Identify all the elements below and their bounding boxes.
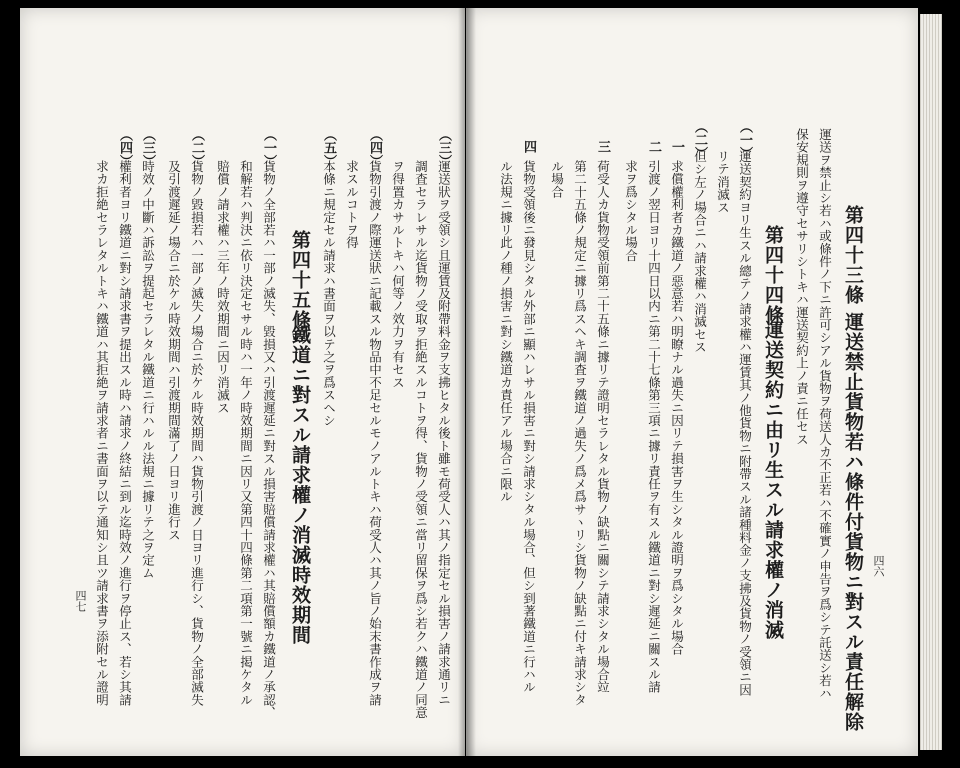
art45-item-4-text: 權利者ヨリ鐵道ニ對シ請求書ヲ提出スル時ハ請求ノ終結ニ到ル迄時效ノ進行ヲ停止ス、若シ其請 [117,160,133,707]
page-edges [920,14,942,750]
sub-4-text: 貨物受領後ニ發見シタル外部ニ顯ハレサル損害ニ對シ請求シタル場合、但シ到著鐵道ニ行ハル [521,160,537,694]
item-5-text: 本條ニ規定セル請求ハ書面ヲ以テ之ヲ爲スヘシ [321,160,337,427]
sub-3-text: 荷受人カ貨物受領前第二十五條ニ據リテ證明セラレタル貨物ノ缺點ニ關シテ請求シタル場合竝 [595,160,611,694]
art45-item-1-text: 貨物ノ全部若ハ一部ノ滅失、毀損又ハ引渡遲延ニ對スル損害賠償請求權ハ其賠償額カ鐵道ノ承認、 [261,160,277,719]
item-1-cont: リテ消滅ス [715,150,731,214]
sub-4-mark: 四 [521,140,536,154]
sub-3-mark: 三 [595,140,610,154]
art45-item-2-text: 貨物ノ毀損若ハ一部ノ滅失ノ場合ニ於ケル時效期間ハ貨物引渡ノ日ヨリ進行シ、貨物ノ全部滅失 [189,160,205,707]
sub-1-mark: 一 [669,140,684,154]
sub-2-mark: 二 [646,140,661,154]
item-4-cont: 求スルコトヲ得 [344,160,360,249]
page-number-right: 四六 [872,555,885,577]
art45-item-1-cont-2: 賠償ノ請求權ハ三年ノ時效期間ニ因リ消滅ス [215,160,231,414]
art45-item-3-text: 時效ノ中斷ハ訴訟ヲ提起セラレタル鐵道ニ行ハルル法規ニ據リテ之ヲ定ム [140,160,156,580]
sub-3-cont-2: ル場合 [549,160,565,199]
art45-item-4-mark: （四） [117,128,132,168]
page-number-left: 四七 [74,590,87,612]
article-43-title: 運送禁止貨物若ハ條件付貨物ニ對スル責任解除 [842,312,864,732]
sub-3-cont-1: 第二十五條ノ規定ニ據リ爲スヘキ調査ヲ鐵道ノ過失ノ爲メ爲サヽリシ貨物ノ缺點ニ付キ請求シタ [572,160,588,707]
item-3-text: 運送狀ヲ受領シ且運賃及附帶料金ヲ支拂ヒタル後ト雖モ荷受人ハ其ノ指定セル損害ノ請求通リニ [436,160,452,707]
art45-item-1-mark: （一） [261,128,276,168]
article-45-title: 鐵道ニ對スル請求權ノ消滅時效期間 [289,325,311,645]
item-2-mark: （二） [692,120,707,160]
item-5-mark: （五） [321,128,336,168]
art45-item-1-cont-1: 和解若ハ判決ニ依リ決定セサル時ハ一年ノ時效期間ニ因リ又第四十四條第二項第一號ニ掲ケタル [238,160,254,707]
sub-2-text: 引渡ノ翌日ヨリ十四日以内ニ第二十七條第三項ニ據リ責任ヲ有スル鐵道ニ對シ遲延ニ關スル請 [646,160,662,694]
item-4-text: 貨物引渡ノ際運送狀ニ記載スル物品中不足セルモノアルトキハ荷受人ハ其ノ旨ノ始末書作成ヲ請 [367,160,383,707]
item-3-cont-1: 調査セラレサル迄貨物ノ受取ヲ拒絶スルコトヲ得、貨物ノ受領ニ當リ留保ヲ爲シ若クハ鐵道ノ同意 [413,160,429,719]
item-4-mark: （四） [367,128,382,168]
art45-item-4-cont: 求カ拒絶セラレタルトキハ鐵道ハ其拒絶ヲ請求者ニ書面ヲ以テ通知シ且ツ請求書ヲ添附セル證明 [94,160,110,707]
article-43-text-2: 保安規則ヲ遵守セサリシトキハ運送契約上ノ責ニ任セス [794,128,810,446]
art45-item-2-mark: （二） [189,128,204,168]
article-44-title: 運送契約ニ由リ生スル請求權ノ消滅 [762,320,784,640]
sub-4-cont: ル法規ニ據リ此ノ種ノ損害ニ對シ鐵道カ責任アル場合ニ限ル [498,160,514,503]
article-43-heading: 第四十三條 [842,205,864,305]
sub-1-text: 求償權利者カ鐵道ノ惡意若ハ明瞭ナル過失ニ因リテ損害ヲ生シタル證明ヲ爲シタル場合 [669,160,685,656]
art45-item-3-mark: （三） [140,128,155,168]
article-44-heading: 第四十四條 [762,225,784,325]
item-1-mark: （一） [737,120,752,160]
sub-2-cont: 求ヲ爲シタル場合 [623,160,639,262]
item-2-text: 但シ左ノ場合ニハ請求權ハ消滅セス [692,150,708,354]
item-3-mark: （三） [436,128,451,168]
article-43-text-1: 運送ヲ禁止シ若ハ或條件ノ下ニ許可シアル貨物ヲ荷送人カ不正若ハ不確實ノ申告ヲ爲シテ託送シ若ハ [817,128,833,700]
article-45-heading: 第四十五條 [289,230,311,330]
art45-item-2-cont: 及引渡遲延ノ場合ニ於ケル時效期間ハ引渡期間滿了ノ日ヨリ進行ス [166,160,182,541]
item-3-cont-2: ヲ得置カサルトキハ何等ノ效力ヲ有セス [390,160,406,389]
item-1-text: 運送契約ヨリ生スル總テノ請求權ハ運賃其ノ他貨物ニ附帶スル諸種料金ノ支拂及貨物ノ受領ニ因 [737,150,753,697]
book-gutter [458,8,476,756]
